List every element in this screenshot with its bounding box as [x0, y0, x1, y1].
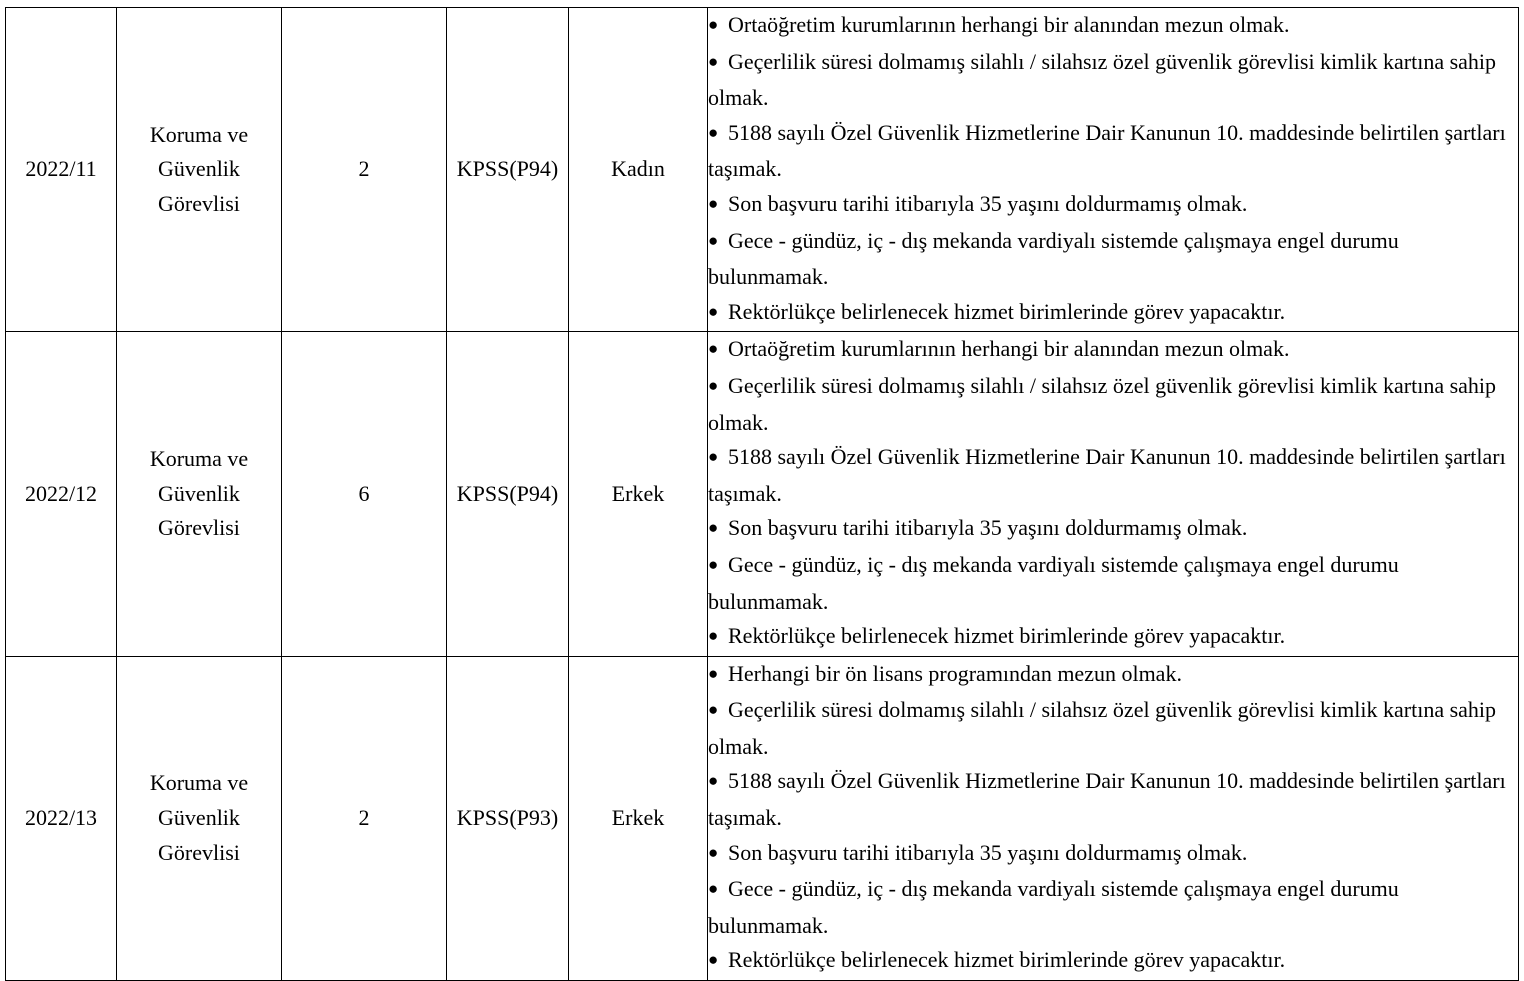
requirement-text: 5188 sayılı Özel Güvenlik Hizmetlerine Dair Kanunun 10. maddesinde belirtilen şartları taşımak.: [708, 768, 1506, 831]
requirement-item: [708, 224, 1518, 295]
requirement-text: Geçerlilik süresi dolmamış silahlı / silahsız özel güvenlik görevlisi kimlik kartına sahip olmak.: [708, 372, 1497, 435]
requirement-text: Rektörlükçe belirlenecek hizmet birimlerinde görev yapacaktır.: [728, 298, 1286, 324]
requirement-item: [708, 369, 1518, 440]
requirement-item: [708, 8, 1518, 45]
requirement-text: Son başvuru tarihi itibarıyla 35 yaşını doldurmamış olmak.: [728, 515, 1248, 541]
bullet-icon: ●: [708, 879, 719, 899]
requirement-text: Son başvuru tarihi itibarıyla 35 yaşını doldurmamış olmak.: [728, 839, 1248, 865]
bullet-icon: ●: [708, 626, 719, 646]
requirement-item: [708, 836, 1518, 873]
requirement-text: Rektörlükçe belirlenecek hizmet birimlerinde görev yapacaktır.: [728, 623, 1286, 649]
requirements-list: [708, 332, 1518, 655]
requirements-cell: [708, 8, 1519, 332]
requirement-item: [708, 693, 1518, 764]
exam-type: KPSS(P93): [456, 805, 559, 831]
requirement-item: [708, 943, 1518, 980]
gender: Kadın: [611, 156, 665, 182]
position-count-cell: [282, 8, 447, 332]
requirement-text: Gece - gündüz, iç - dış mekanda vardiyalı sistemde çalışmaya engel durumu bulunmamak.: [708, 227, 1399, 290]
position-count-cell: [282, 332, 447, 656]
table-row: [6, 656, 1519, 980]
bullet-icon: ●: [708, 950, 719, 970]
position-title-line: Görevlisi: [158, 839, 240, 865]
requirement-text: Rektörlükçe belirlenecek hizmet birimlerinde görev yapacaktır.: [728, 947, 1286, 973]
position-count: 6: [358, 480, 370, 506]
requirement-text: Geçerlilik süresi dolmamış silahlı / silahsız özel güvenlik görevlisi kimlik kartına sahip olmak.: [708, 48, 1497, 111]
bullet-icon: ●: [708, 447, 719, 467]
requirements-list: [708, 657, 1518, 980]
requirement-item: [708, 440, 1518, 511]
gender: Erkek: [611, 480, 665, 506]
bullet-icon: ●: [708, 554, 719, 574]
requirement-item: [708, 295, 1518, 332]
exam-type-cell: [447, 656, 569, 980]
requirement-item: [708, 872, 1518, 943]
bullet-icon: ●: [708, 15, 719, 34]
requirement-item: [708, 187, 1518, 224]
requirement-text: 5188 sayılı Özel Güvenlik Hizmetlerine Dair Kanunun 10. maddesinde belirtilen şartları taşımak.: [708, 119, 1506, 182]
position-code-cell: [6, 332, 117, 656]
requirement-item: [708, 116, 1518, 187]
position-code-cell: [6, 656, 117, 980]
exam-type-cell: [447, 332, 569, 656]
requirement-item: [708, 332, 1518, 369]
position-title-line: Görevlisi: [158, 190, 240, 216]
gender-cell: [569, 332, 708, 656]
gender: Erkek: [611, 805, 665, 831]
gender-cell: [569, 8, 708, 332]
position-title-line: Güvenlik: [158, 480, 240, 506]
requirement-text: Gece - gündüz, iç - dış mekanda vardiyalı sistemde çalışmaya engel durumu bulunmamak.: [708, 876, 1399, 938]
requirement-item: [708, 511, 1518, 548]
position-count-cell: [282, 656, 447, 980]
exam-type-cell: [447, 8, 569, 332]
positions-table: [5, 7, 1519, 981]
position-title-line: Güvenlik: [158, 156, 240, 182]
position-title-cell: [117, 332, 282, 656]
requirement-item: [708, 548, 1518, 619]
bullet-icon: ●: [708, 339, 719, 359]
bullet-icon: ●: [708, 193, 719, 213]
bullet-icon: ●: [708, 663, 719, 683]
bullet-icon: ●: [708, 51, 719, 71]
position-count: 2: [358, 805, 370, 831]
table-row: [6, 8, 1519, 332]
position-title-line: Koruma ve: [149, 121, 249, 147]
requirement-text: Ortaöğretim kurumlarının herhangi bir alanından mezun olmak.: [728, 336, 1290, 362]
position-code-cell: [6, 8, 117, 332]
requirement-item: [708, 45, 1518, 116]
positions-table-body: [6, 8, 1519, 981]
position-title-cell: [117, 8, 282, 332]
bullet-icon: ●: [708, 301, 719, 321]
requirement-item: [708, 657, 1518, 694]
table-row: [6, 332, 1519, 656]
bullet-icon: ●: [708, 230, 719, 250]
requirement-text: Son başvuru tarihi itibarıyla 35 yaşını doldurmamış olmak.: [728, 190, 1248, 216]
bullet-icon: ●: [708, 518, 719, 538]
gender-cell: [569, 656, 708, 980]
requirements-cell: [708, 656, 1519, 980]
requirements-list: [708, 8, 1518, 331]
position-title-line: Güvenlik: [158, 805, 240, 831]
position-code: 2022/13: [24, 805, 98, 831]
position-title-line: Görevlisi: [158, 515, 240, 541]
bullet-icon: ●: [708, 122, 719, 142]
requirement-item: [708, 764, 1518, 835]
requirement-text: Herhangi bir ön lisans programından mezun olmak.: [728, 660, 1182, 686]
position-code: 2022/11: [25, 156, 97, 182]
requirement-text: Geçerlilik süresi dolmamış silahlı / silahsız özel güvenlik görevlisi kimlik kartına sahip olmak.: [708, 697, 1497, 759]
requirements-cell: [708, 332, 1519, 656]
position-title-line: Koruma ve: [149, 446, 249, 472]
requirement-item: [708, 619, 1518, 656]
bullet-icon: ●: [708, 375, 719, 395]
bullet-icon: ●: [708, 842, 719, 862]
bullet-icon: ●: [708, 771, 719, 791]
requirement-text: 5188 sayılı Özel Güvenlik Hizmetlerine Dair Kanunun 10. maddesinde belirtilen şartları taşımak.: [708, 444, 1506, 506]
exam-type: KPSS(P94): [456, 156, 559, 182]
bullet-icon: ●: [708, 700, 719, 720]
position-title-cell: [117, 656, 282, 980]
requirement-text: Ortaöğretim kurumlarının herhangi bir alanından mezun olmak.: [728, 12, 1290, 37]
position-title-line: Koruma ve: [149, 770, 249, 796]
exam-type: KPSS(P94): [456, 480, 559, 506]
position-code: 2022/12: [24, 480, 98, 506]
position-count: 2: [358, 156, 370, 182]
requirement-text: Gece - gündüz, iç - dış mekanda vardiyalı sistemde çalışmaya engel durumu bulunmamak.: [708, 551, 1399, 614]
